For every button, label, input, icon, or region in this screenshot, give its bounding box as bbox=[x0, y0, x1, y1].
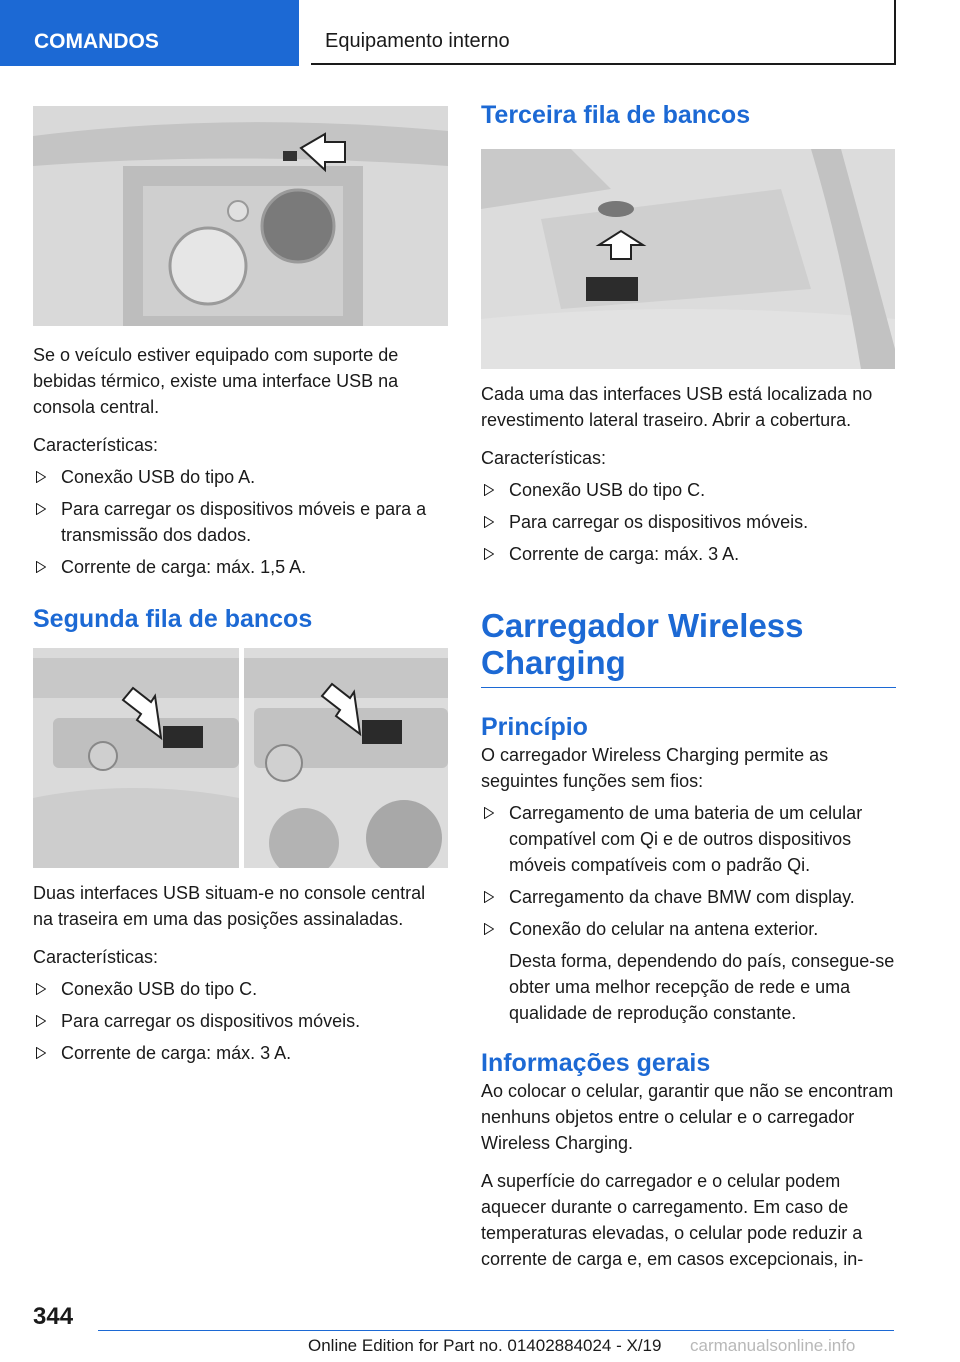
bullet-triangle-icon bbox=[484, 516, 494, 528]
heading-segunda-fila: Segunda fila de bancos bbox=[33, 605, 313, 633]
watermark: carmanualsonline.info bbox=[690, 1336, 856, 1355]
list-item: Carregamento da chave BMW com display. bbox=[481, 884, 896, 910]
label-caracteristicas: Características: bbox=[33, 947, 159, 967]
footer-edition: Online Edition for Part no. 01402884024 - X/19 bbox=[308, 1336, 662, 1355]
right-column bbox=[481, 100, 896, 1272]
features-list-second-row bbox=[33, 976, 448, 1066]
bullet-triangle-icon bbox=[484, 923, 494, 935]
list-item: Conexão do celular na antena exterior. bbox=[481, 916, 896, 942]
features-list-third-row bbox=[481, 477, 896, 567]
footer-rule bbox=[98, 1330, 894, 1331]
heading-terceira-fila: Terceira fila de bancos bbox=[481, 101, 751, 129]
heading-wireless-charging: Carregador Wireless Charging bbox=[481, 607, 804, 681]
photo-center-console-usb bbox=[33, 106, 448, 326]
photo-second-row-usb-a bbox=[33, 648, 239, 868]
bullet-triangle-icon bbox=[36, 1047, 46, 1059]
heading-rule bbox=[481, 687, 896, 688]
list-item: Corrente de carga: máx. 3 A. bbox=[481, 541, 896, 567]
label-caracteristicas: Características: bbox=[33, 435, 159, 455]
paragraph-info-1: Ao colocar o celular, garantir que não se encontram nenhuns objetos entre o celular e o carregador Wireless Charging. bbox=[481, 1081, 894, 1153]
paragraph-third-row-usb: Cada uma das interfaces USB está localizada no revestimento lateral traseiro. Abrir a cobertura. bbox=[481, 384, 873, 430]
bullet-triangle-icon bbox=[36, 983, 46, 995]
list-item: Conexão USB do tipo C. bbox=[481, 477, 896, 503]
paragraph-second-row-usb: Duas interfaces USB situam-e no console central na traseira em uma das posições assinaladas. bbox=[33, 883, 426, 929]
list-item: Para carregar os dispositivos móveis. bbox=[481, 509, 896, 535]
list-item: Carregamento de uma bateria de um celular compatível com Qi e de outros dispositivos móveis compatíveis com o padrão Qi. bbox=[481, 800, 896, 878]
bullet-triangle-icon bbox=[484, 484, 494, 496]
header-title: Equipamento interno bbox=[325, 30, 510, 52]
bullet-triangle-icon bbox=[36, 1015, 46, 1027]
page-number: 344 bbox=[33, 1303, 74, 1330]
features-list-wireless bbox=[481, 800, 896, 942]
paragraph-principio: O carregador Wireless Charging permite as seguintes funções sem fios: bbox=[481, 745, 829, 791]
bullet-triangle-icon bbox=[36, 471, 46, 483]
list-item: Conexão USB do tipo C. bbox=[33, 976, 448, 1002]
heading-principio: Princípio bbox=[481, 713, 588, 741]
photo-third-row-usb bbox=[481, 149, 895, 369]
list-item: Para carregar os dispositivos móveis. bbox=[33, 1008, 448, 1034]
bullet-triangle-icon bbox=[484, 891, 494, 903]
heading-informacoes-gerais: Informações gerais bbox=[481, 1049, 711, 1077]
features-list-console bbox=[33, 464, 448, 580]
paragraph-thermal-cup-holder: Se o veículo estiver equipado com suporte de bebidas térmico, existe uma interface USB na consola central. bbox=[33, 345, 399, 417]
left-column bbox=[33, 106, 448, 1066]
paragraph-info-2: A superfície do carregador e o celular podem aquecer durante o carregamento. Em caso de temperaturas elevadas, o celular pode reduzir a corrente de carga e, em casos excepcionais, in- bbox=[481, 1171, 864, 1269]
list-item: Corrente de carga: máx. 3 A. bbox=[33, 1040, 448, 1066]
list-item: Corrente de carga: máx. 1,5 A. bbox=[33, 554, 448, 580]
bullet-triangle-icon bbox=[484, 807, 494, 819]
photo-pair-second-row bbox=[33, 648, 448, 868]
header-section-label: COMANDOS bbox=[34, 30, 159, 53]
header-title-box bbox=[311, 0, 896, 65]
paragraph-antenna-note: Desta forma, dependendo do país, consegue-se obter uma melhor recepção de rede e uma qualidade de reprodução constante. bbox=[509, 951, 895, 1023]
list-item: Conexão USB do tipo A. bbox=[33, 464, 448, 490]
bullet-triangle-icon bbox=[36, 503, 46, 515]
photo-second-row-usb-b bbox=[244, 648, 448, 868]
list-item: Para carregar os dispositivos móveis e para a transmissão dos dados. bbox=[33, 496, 448, 548]
header-section-tab bbox=[0, 0, 299, 66]
bullet-triangle-icon bbox=[36, 561, 46, 573]
label-caracteristicas: Características: bbox=[481, 448, 607, 468]
bullet-triangle-icon bbox=[484, 548, 494, 560]
